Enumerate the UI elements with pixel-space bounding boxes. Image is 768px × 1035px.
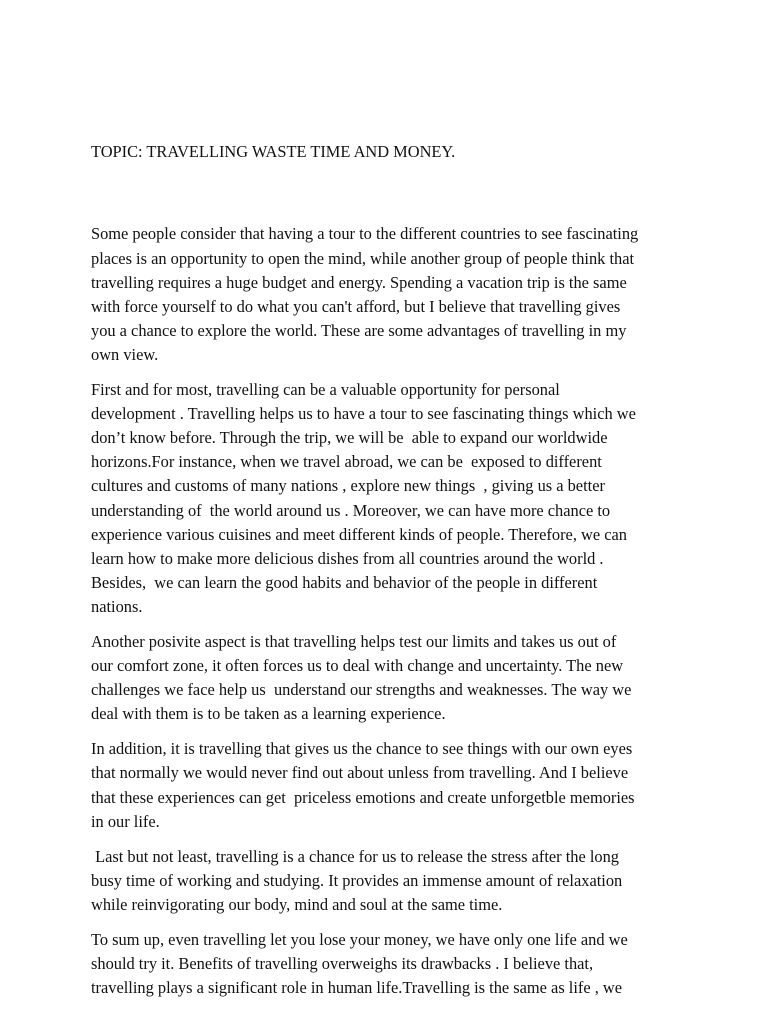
paragraph-line: understanding of the world around us . Moreover, we can have more chance to [91, 500, 611, 520]
paragraph-line: should try it. Benefits of travelling overweighs its drawbacks . I believe that, [91, 954, 594, 974]
paragraph [91, 630, 688, 726]
paragraph-line: travelling requires a huge budget and energy. Spending a vacation trip is the same [91, 272, 627, 292]
paragraph-line: you a chance to explore the world. These are some advantages of travelling in my [91, 320, 627, 340]
paragraph-line: own view. [91, 344, 159, 364]
paragraph-line: nations. [91, 596, 143, 616]
paragraph-line: while reinvigorating our body, mind and soul at the same time. [91, 894, 503, 914]
paragraph-line: Some people consider that having a tour to the different countries to see fascinating [91, 224, 639, 244]
paragraph-line: First and for most, travelling can be a valuable opportunity for personal [91, 380, 560, 400]
paragraph-line: experience various cuisines and meet different kinds of people. Therefore, we can [91, 524, 627, 544]
document-body [91, 222, 688, 1000]
paragraph-line: travelling plays a significant role in human life.Travelling is the same as life , we [91, 978, 623, 998]
paragraph-line: To sum up, even travelling let you lose your money, we have only one life and we [91, 930, 628, 949]
paragraph-line: in our life. [91, 811, 160, 831]
document-topic: TOPIC: TRAVELLING WASTE TIME AND MONEY. [91, 142, 456, 162]
paragraph-line: deal with them is to be taken as a learning experience. [91, 704, 446, 724]
paragraph-line: don’t know before. Through the trip, we will be able to expand our worldwide [91, 428, 608, 448]
paragraph-line: Besides, we can learn the good habits and behavior of the people in different [91, 572, 598, 592]
paragraph-line: our comfort zone, it often forces us to deal with change and uncertainty. The new [91, 656, 624, 676]
paragraph [91, 378, 688, 619]
paragraph [91, 222, 688, 367]
paragraph-line: challenges we face help us understand our strengths and weaknesses. The way we [91, 680, 632, 700]
paragraph-line: cultures and customs of many nations , explore new things , giving us a better [91, 476, 605, 496]
paragraph-line: with force yourself to do what you can't afford, but I believe that travelling gives [91, 296, 621, 316]
paragraph-line: learn how to make more delicious dishes from all countries around the world . [91, 548, 604, 568]
paragraph-line: that these experiences can get priceless emotions and create unforgetble memories [91, 787, 635, 807]
paragraph-line: horizons.For instance, when we travel abroad, we can be exposed to different [91, 452, 602, 472]
paragraph-line: that normally we would never find out about unless from travelling. And I believe [91, 763, 629, 783]
paragraph [91, 928, 688, 1000]
paragraph-line: In addition, it is travelling that gives us the chance to see things with our own eyes [91, 739, 633, 759]
paragraph-line: Another posivite aspect is that travelling helps test our limits and takes us out of [91, 631, 617, 651]
paragraph-line: development . Travelling helps us to have a tour to see fascinating things which we [91, 404, 636, 424]
paragraph-line: Last but not least, travelling is a chance for us to release the stress after the long [91, 846, 619, 866]
paragraph-line: places is an opportunity to open the mind, while another group of people think that [91, 248, 635, 268]
paragraph [91, 845, 688, 917]
paragraph-line: busy time of working and studying. It provides an immense amount of relaxation [91, 870, 623, 890]
paragraph [91, 737, 688, 833]
